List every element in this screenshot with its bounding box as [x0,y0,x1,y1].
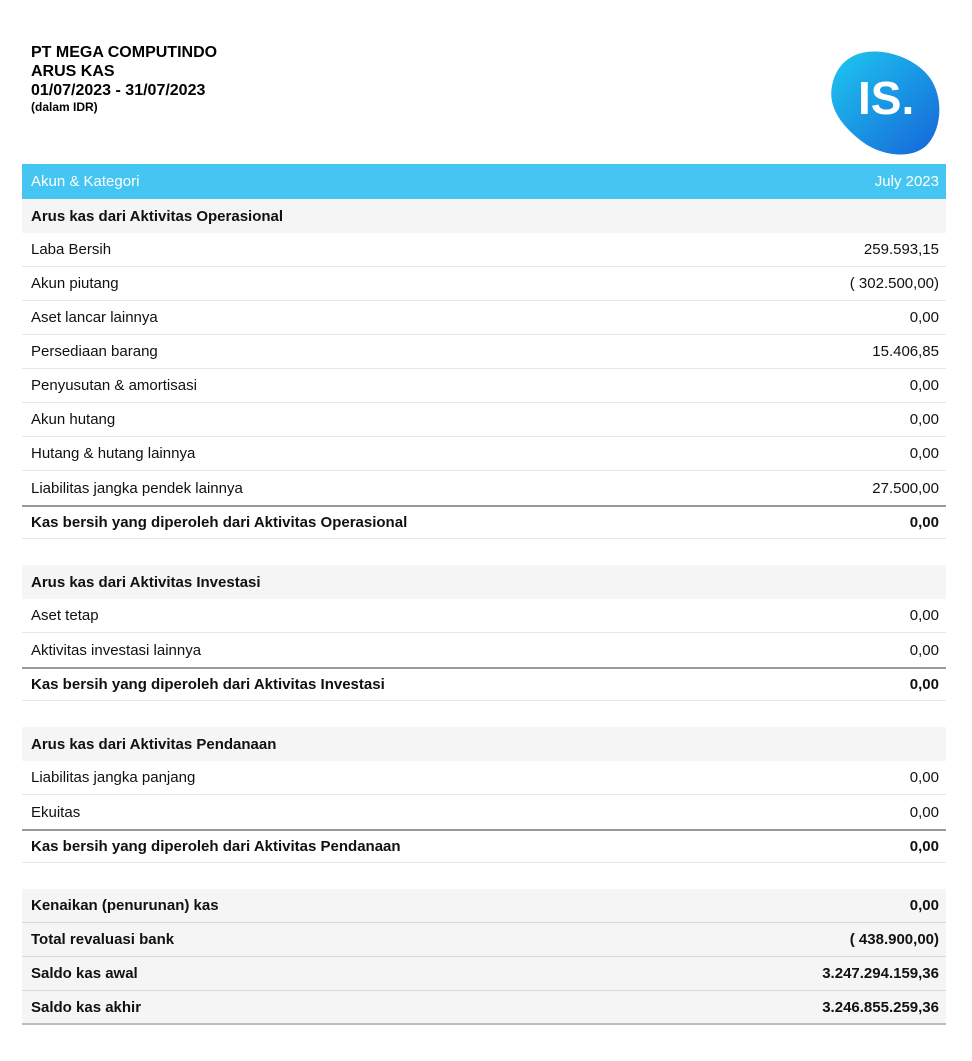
summary-value: 3.247.294.159,36 [822,965,939,982]
row-label: Aset lancar lainnya [31,309,158,326]
summary-value: 3.246.855.259,36 [822,998,939,1016]
table-row [22,403,946,437]
total-label: Kas bersih yang diperoleh dari Aktivitas Investasi [31,676,385,693]
row-value: 259.593,15 [863,241,939,258]
row-value: 15.406,85 [872,343,939,360]
summary-label: Kenaikan (penurunan) kas [31,897,219,914]
summary-label: Saldo kas awal [31,965,138,982]
total-label: Kas bersih yang diperoleh dari Aktivitas Operasional [31,514,408,531]
summary-row-opening-balance [22,957,946,991]
summary-row-bank-revaluation [22,923,946,957]
total-value: 0,00 [909,838,939,855]
row-value: 0,00 [909,445,939,462]
table-row [22,795,946,829]
section-investasi-header [22,565,946,599]
section-pendanaan-header [22,727,946,761]
summary-row-closing-balance [22,991,946,1025]
row-label: Ekuitas [31,803,81,821]
summary-value: 0,00 [909,897,939,914]
table-row [22,437,946,471]
row-value: 0,00 [909,803,939,821]
section-title: Arus kas dari Aktivitas Operasional [31,207,284,225]
row-label: Liabilitas jangka panjang [31,769,196,786]
row-value: 0,00 [909,411,939,428]
row-value: 0,00 [909,607,939,624]
cash-flow-table [22,164,946,1025]
summary-value: ( 438.900,00) [849,931,939,948]
table-row [22,369,946,403]
total-value: 0,00 [909,514,939,531]
section-operasional-header [22,199,946,233]
table-row [22,761,946,795]
row-value: 0,00 [909,309,939,326]
row-label: Liabilitas jangka pendek lainnya [31,479,243,497]
row-label: Akun piutang [31,275,119,292]
row-value: ( 302.500,00) [849,275,939,292]
total-value: 0,00 [909,676,939,693]
column-header-account: Akun & Kategori [31,173,140,190]
table-row [22,335,946,369]
column-header-period: July 2023 [874,173,939,190]
table-row [22,301,946,335]
row-value: 0,00 [909,641,939,659]
section-title: Arus kas dari Aktivitas Investasi [31,573,261,591]
row-label: Laba Bersih [31,241,112,258]
table-header [22,164,946,199]
row-label: Penyusutan & amortisasi [31,377,197,394]
logo-text: IS. [858,72,915,124]
currency-unit: (dalam IDR) [31,100,98,114]
row-label: Aktivitas investasi lainnya [31,641,202,659]
section-title: Arus kas dari Aktivitas Pendanaan [31,735,277,753]
row-label: Aset tetap [31,607,99,624]
summary-label: Total revaluasi bank [31,931,175,948]
row-label: Akun hutang [31,411,116,428]
report-title: ARUS KAS [31,63,115,80]
row-label: Persediaan barang [31,343,158,360]
row-label: Hutang & hutang lainnya [31,445,196,462]
total-label: Kas bersih yang diperoleh dari Aktivitas Pendanaan [31,838,401,855]
row-value: 0,00 [909,769,939,786]
table-row [22,267,946,301]
report-period: 01/07/2023 - 31/07/2023 [31,82,206,99]
table-row [22,233,946,267]
row-value: 0,00 [909,377,939,394]
summary-label: Saldo kas akhir [31,998,142,1016]
row-value: 27.500,00 [872,479,939,497]
table-row [22,471,946,505]
section-investasi-total [22,667,946,701]
summary-row-net-change [22,889,946,923]
table-row [22,599,946,633]
company-logo [830,48,942,158]
report-header [31,43,217,114]
section-pendanaan-total [22,829,946,863]
section-operasional-total [22,505,946,539]
company-name: PT MEGA COMPUTINDO [31,44,218,61]
table-row [22,633,946,667]
